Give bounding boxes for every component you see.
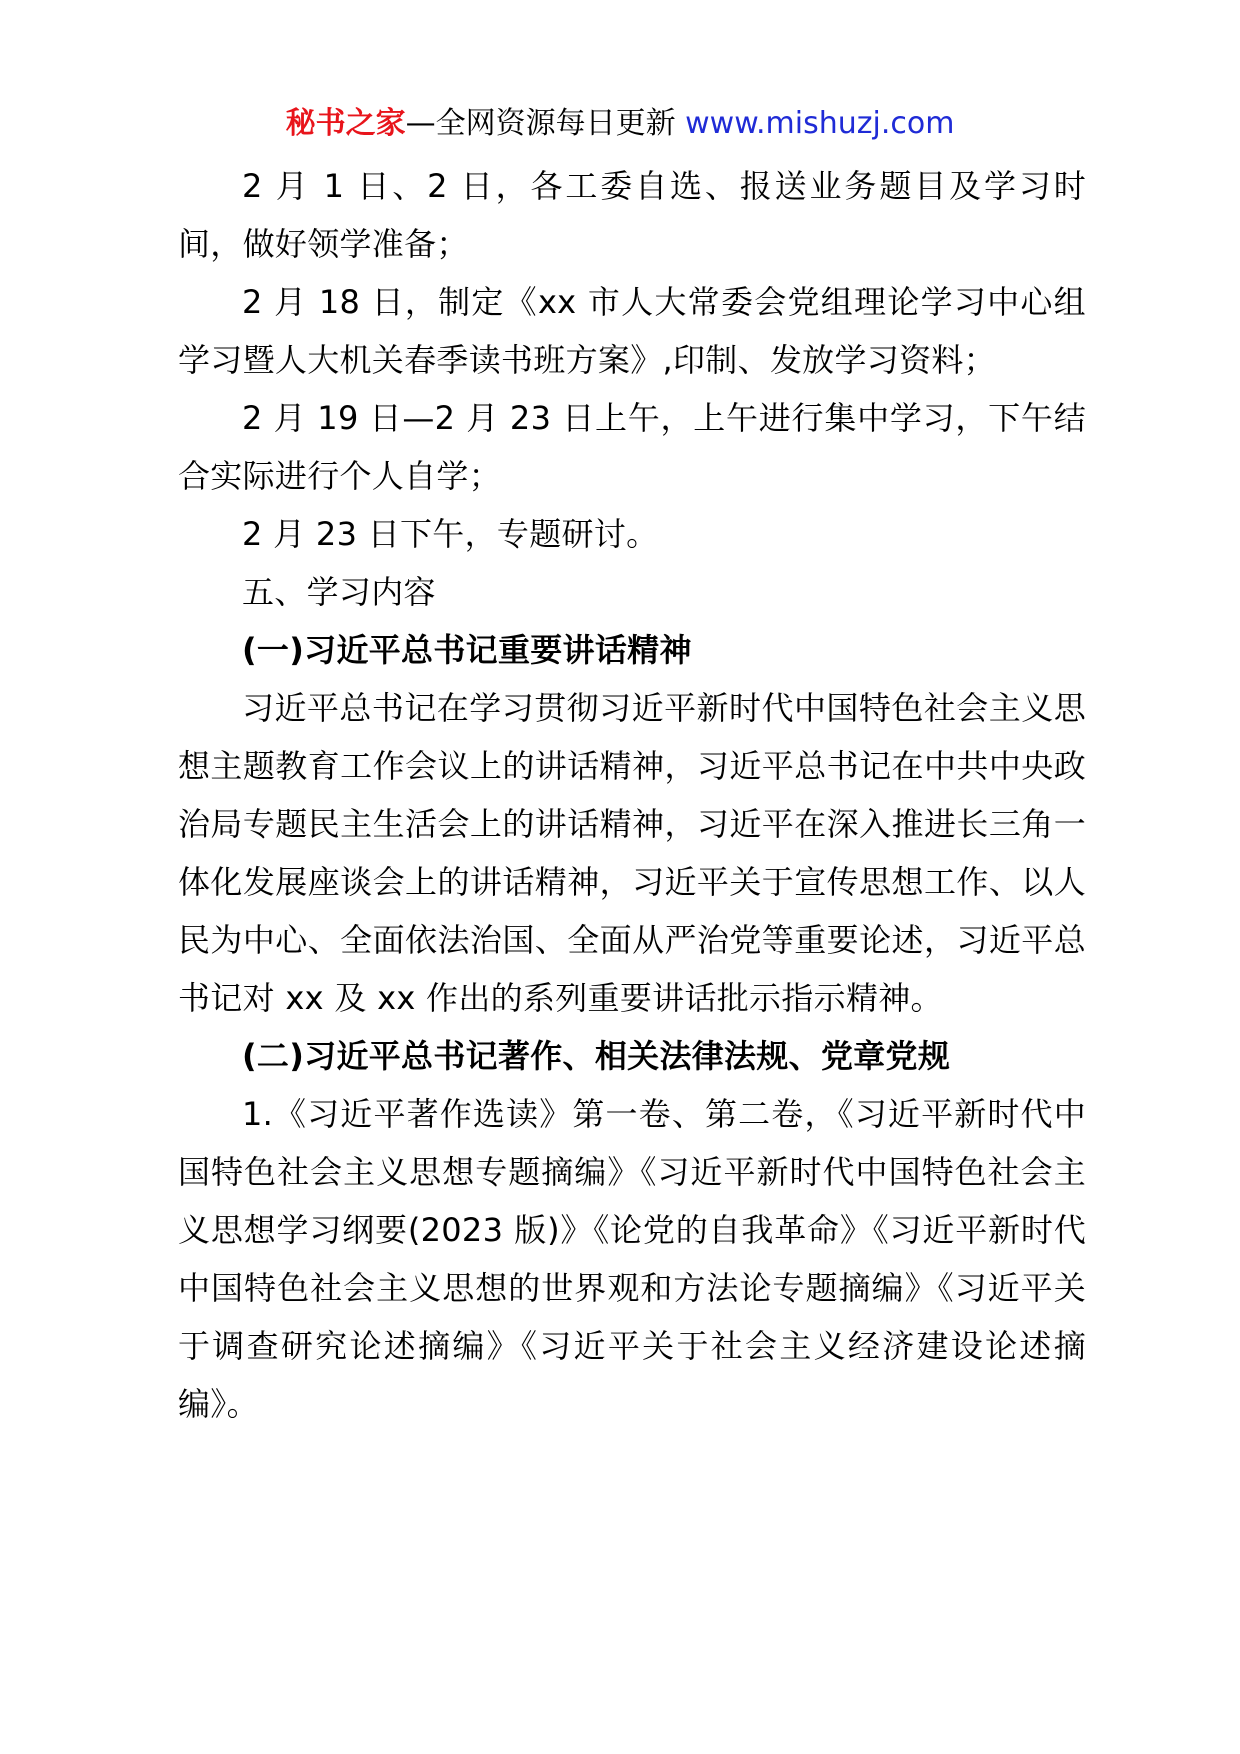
schedule-item-feb-23: 2 月 23 日下午，专题研讨。 bbox=[242, 515, 659, 553]
section-heading-study-content: 五、学习内容 bbox=[242, 573, 436, 611]
subheading-speech-spirit: (一)习近平总书记重要讲话精神 bbox=[242, 631, 692, 669]
brand-name: 秘书之家 bbox=[285, 106, 406, 141]
paragraph-speech-spirit: 习近平总书记在学习贯彻习近平新时代中国特色社会主义思想主题教育工作会议上的讲话精神，习近平总书记在中共中央政治局专题民主生活会上的讲话精神，习近平在深入推进长三角一体化发展座谈会上的讲话精神，习近平关于宣传思想工作、以人民为中心、全面依法治国、全面从严治党等重要论述，习近平总书记对 xx 及 xx 作出的系列重要讲话批示指示精神。 bbox=[178, 689, 1086, 1017]
schedule-item-feb-19: 2 月 19 日—2 月 23 日上午，上午进行集中学习，下午结合实际进行个人自学； bbox=[178, 399, 1086, 495]
site-header bbox=[0, 104, 1240, 144]
header-tagline: —全网资源每日更新 bbox=[405, 106, 686, 141]
document-body bbox=[178, 157, 1086, 1433]
subheading-works-laws: (二)习近平总书记著作、相关法律法规、党章党规 bbox=[242, 1037, 951, 1075]
paragraph-works-list: 1.《习近平著作选读》第一卷、第二卷，《习近平新时代中国特色社会主义思想专题摘编》《习近平新时代中国特色社会主义思想学习纲要(2023 版)》《论党的自我革命》《习近平新时代中国特色社会主义思想的世界观和方法论专题摘编》《习近平关于调查研究论述摘编》《习近平关于社会主义经济建设论述摘编》。 bbox=[178, 1095, 1086, 1423]
site-url[interactable]: www.mishuzj.com bbox=[685, 106, 955, 141]
schedule-item-feb-1: 2 月 1 日、2 日，各工委自选、报送业务题目及学习时间，做好领学准备； bbox=[178, 167, 1086, 263]
schedule-item-feb-18: 2 月 18 日，制定《xx 市人大常委会党组理论学习中心组学习暨人大机关春季读书班方案》,印制、发放学习资料； bbox=[178, 283, 1086, 379]
